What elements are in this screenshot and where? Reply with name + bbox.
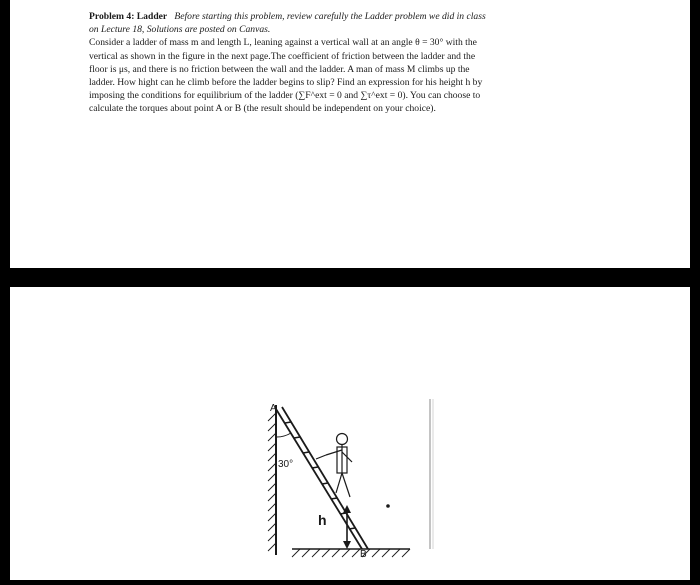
document-page-2 xyxy=(10,287,690,580)
problem-body-line-1: Consider a ladder of mass m and length L, leaning against a vertical wall at an angle θ = 30° with the xyxy=(89,37,477,49)
problem-body-line-6: calculate the torques about point A or B (the result should be independent on your choice). xyxy=(89,103,436,115)
problem-body-line-2: vertical as shown in the figure in the next page.The coefficient of friction between the ladder and the xyxy=(89,50,476,62)
angle-label: 30° xyxy=(278,459,294,470)
man-figure xyxy=(316,434,352,498)
document-page-1 xyxy=(10,0,690,268)
center-mass-dot xyxy=(386,504,390,508)
label-a: A xyxy=(270,403,277,414)
problem-body-line-3: floor is μs, and there is no friction between the wall and the ladder. A man of mass M climbs up the xyxy=(89,63,470,75)
problem-intro-line-1: Before starting this problem, review carefully the Ladder problem we did in class xyxy=(174,11,486,22)
problem-body-line-5: imposing the conditions for equilibrium of the ladder (∑F^ext = 0 and ∑τ^ext = 0). You can choose to xyxy=(89,90,481,102)
wall-hatching xyxy=(268,413,276,551)
problem-body-line-4: ladder. How hight can he climb before the ladder begins to slip? Find an expression for his height h by xyxy=(89,77,483,89)
problem-intro-line-2: on Lecture 18, Solutions are posted on Canvas. xyxy=(89,24,271,36)
floor-hatching xyxy=(292,549,410,557)
label-b: B xyxy=(360,549,367,560)
angle-arc xyxy=(276,433,291,437)
ladder-figure xyxy=(10,287,690,580)
ladder-rail-left xyxy=(276,409,362,549)
problem-heading: Problem 4: Ladder xyxy=(89,11,168,22)
problem-text xyxy=(89,10,611,116)
height-label: h xyxy=(318,512,327,528)
